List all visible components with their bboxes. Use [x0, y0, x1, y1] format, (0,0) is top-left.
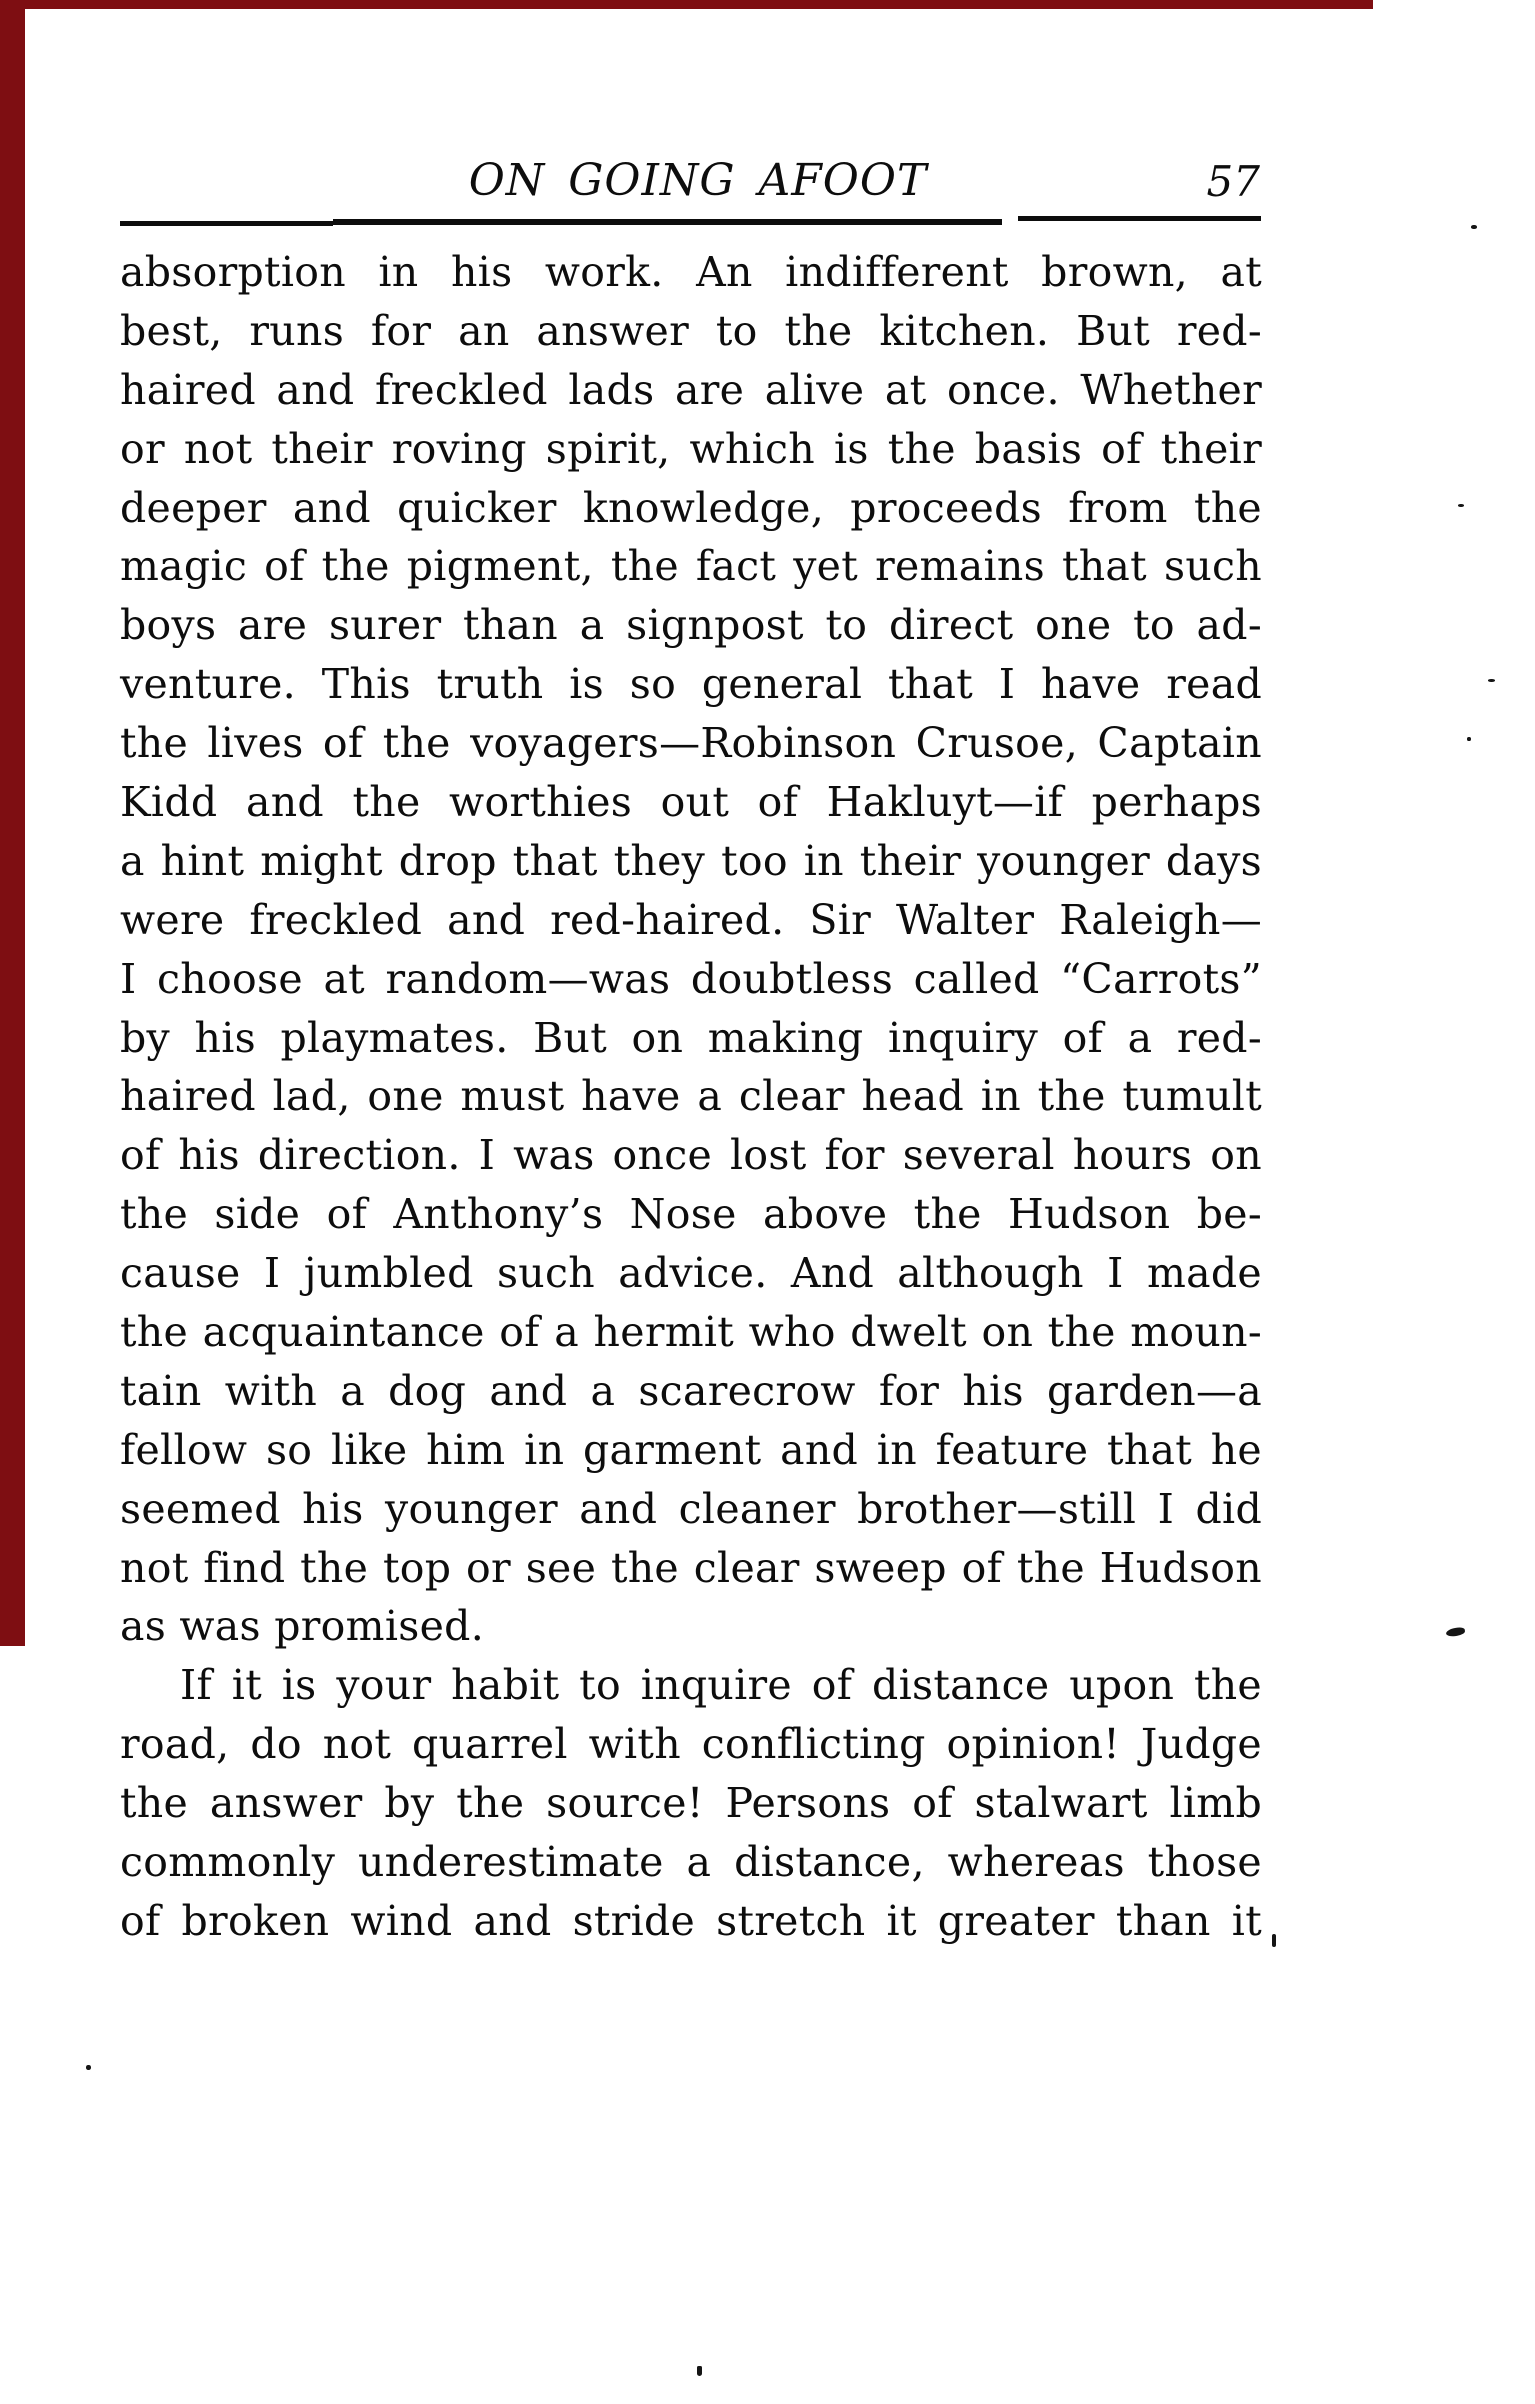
text-line: absorption in his work. An indifferent brown, at — [120, 248, 1262, 296]
text-line: deeper and quicker knowledge, proceeds from the — [120, 483, 1262, 532]
text-line: a hint might drop that they too in their younger days — [120, 836, 1262, 885]
chapter-title: ON GOING AFOOT — [468, 155, 928, 206]
ink-speck — [1446, 1627, 1466, 1638]
text-line: the answer by the source! Persons of stalwart limb — [120, 1779, 1262, 1828]
running-head — [120, 155, 1262, 212]
page-number: 57 — [1206, 157, 1260, 206]
book-cover-edge-left — [0, 0, 25, 1646]
text-line: were freckled and red-haired. Sir Walter Raleigh— — [120, 895, 1262, 944]
ink-speck — [1488, 679, 1495, 682]
text-line: best, runs for an answer to the kitchen. But red- — [120, 306, 1262, 355]
ink-speck — [1272, 1934, 1276, 1947]
ink-speck — [86, 2065, 91, 2070]
text-line: seemed his younger and cleaner brother—still I did — [120, 1484, 1262, 1533]
ink-speck — [1458, 504, 1464, 507]
text-line: haired lad, one must have a clear head in the tumult — [120, 1072, 1262, 1121]
ink-speck — [697, 2366, 702, 2376]
book-cover-edge-top — [0, 0, 1373, 9]
text-line: road, do not quarrel with conflicting opinion! Judge — [120, 1720, 1262, 1769]
text-line: I choose at random—was doubtless called “Carrots” — [120, 954, 1262, 1003]
text-line: tain with a dog and a scarecrow for his garden—a — [120, 1366, 1262, 1415]
text-line: fellow so like him in garment and in feature that he — [120, 1425, 1262, 1474]
text-line: as was promised. — [120, 1602, 485, 1651]
text-line: the lives of the voyagers—Robinson Crusoe, Captain — [120, 719, 1262, 768]
text-line: magic of the pigment, the fact yet remains that such — [120, 542, 1262, 591]
text-line: the side of Anthony’s Nose above the Hudson be- — [120, 1190, 1262, 1239]
ink-speck — [1467, 737, 1471, 741]
text-line: the acquaintance of a hermit who dwelt on the moun- — [120, 1308, 1262, 1357]
text-line: commonly underestimate a distance, whereas those — [120, 1838, 1262, 1887]
text-line: or not their roving spirit, which is the basis of their — [120, 424, 1262, 473]
text-line: not find the top or see the clear sweep of the Hudson — [120, 1543, 1262, 1592]
ink-speck — [1471, 225, 1477, 229]
header-rule-segment — [1018, 216, 1261, 221]
text-line: of his direction. I was once lost for several hours on — [120, 1131, 1262, 1180]
text-line: haired and freckled lads are alive at once. Whether — [120, 365, 1262, 414]
header-rule-segment — [333, 219, 1002, 225]
text-line: Kidd and the worthies out of Hakluyt—if perhaps — [120, 778, 1262, 827]
text-line: by his playmates. But on making inquiry of a red- — [120, 1013, 1262, 1062]
text-line: venture. This truth is so general that I have read — [120, 660, 1262, 709]
text-line: If it is your habit to inquire of distance upon the — [180, 1661, 1262, 1710]
body-text — [120, 243, 1262, 1951]
text-line: boys are surer than a signpost to direct one to ad- — [120, 601, 1262, 650]
header-rule-segment — [120, 221, 333, 226]
text-line: cause I jumbled such advice. And although I made — [120, 1249, 1262, 1298]
text-line: of broken wind and stride stretch it greater than it — [120, 1896, 1262, 1945]
